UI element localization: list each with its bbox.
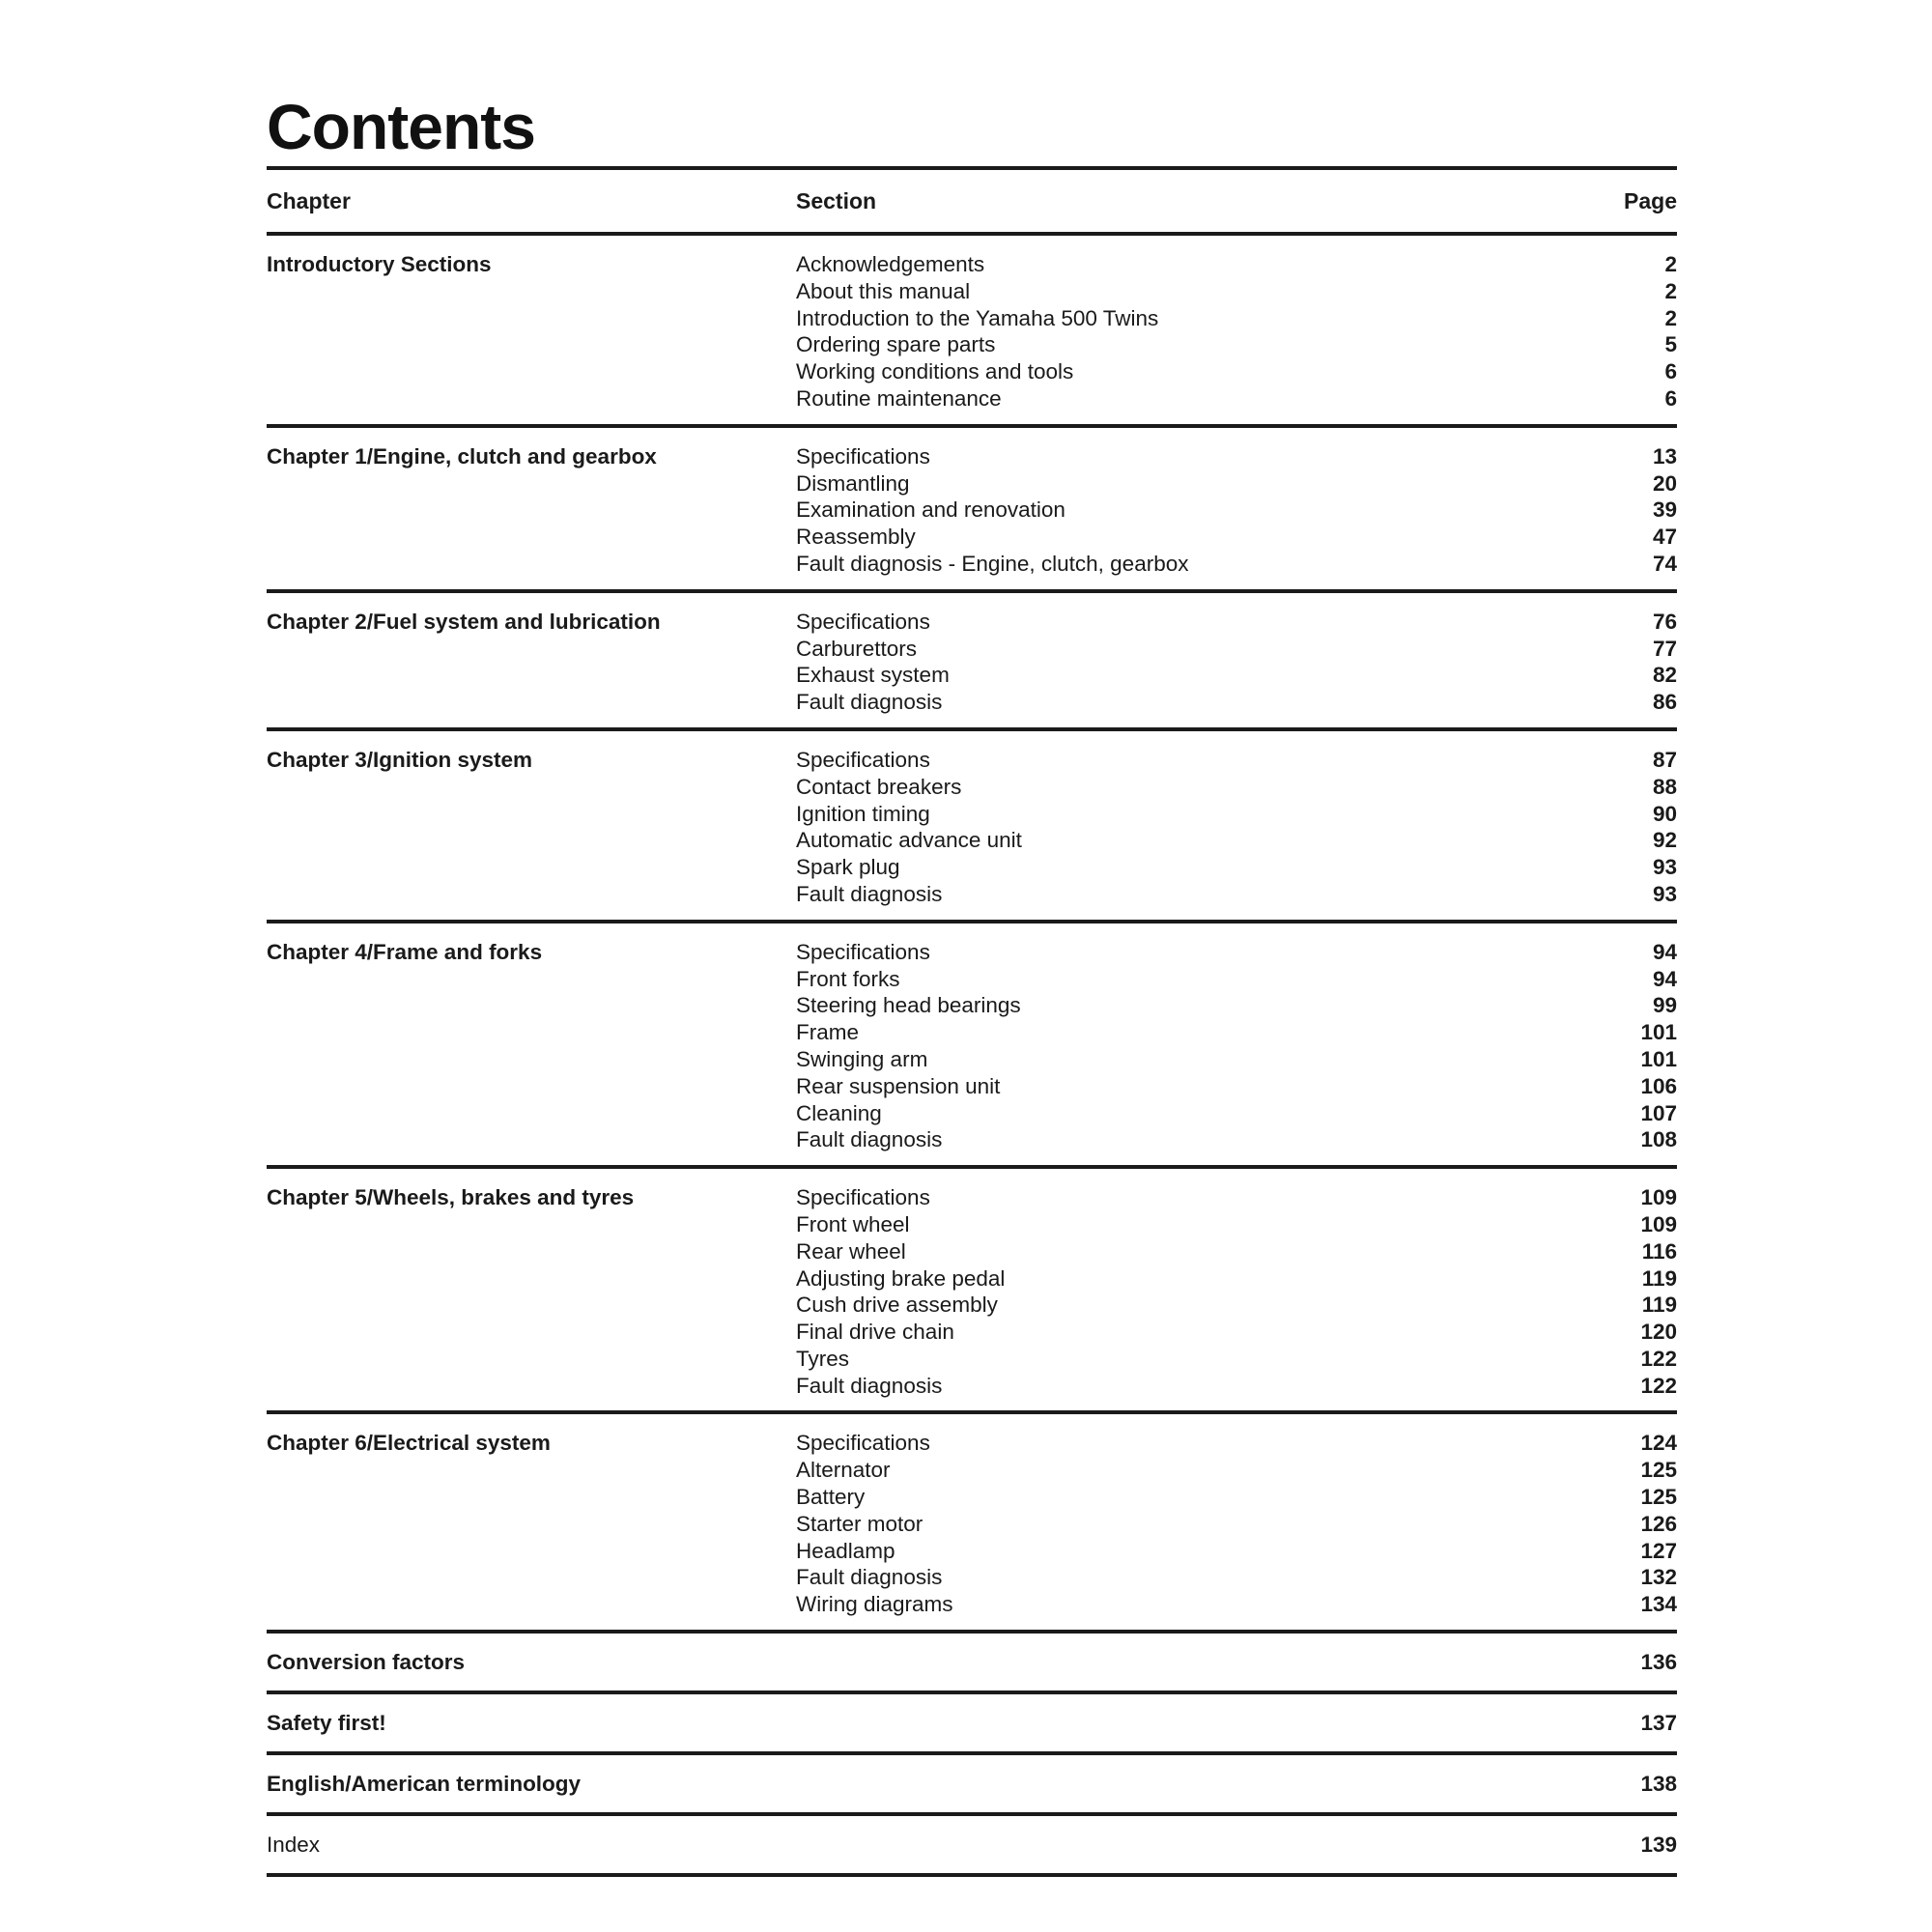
section-row[interactable] <box>796 1564 1677 1591</box>
section-page-number: 93 <box>1652 881 1677 906</box>
chapter-group <box>267 428 1677 589</box>
section-label: Frame <box>796 1020 860 1045</box>
section-label: Swinging arm <box>796 1046 928 1071</box>
section-row[interactable] <box>796 1019 1677 1046</box>
section-label: Specifications <box>796 443 930 469</box>
entry-page-number: 139 <box>1640 1832 1677 1857</box>
section-label: Introduction to the Yamaha 500 Twins <box>796 305 1159 330</box>
section-row[interactable] <box>796 854 1677 881</box>
section-page-number: 2 <box>1664 252 1677 276</box>
section-label: Spark plug <box>796 855 900 880</box>
section-label: Ordering spare parts <box>796 332 996 357</box>
section-row[interactable] <box>796 470 1677 497</box>
section-page-number: 134 <box>1640 1592 1677 1617</box>
section-page-number: 122 <box>1640 1373 1677 1398</box>
section-page-number: 132 <box>1640 1565 1677 1590</box>
chapter-group <box>267 923 1677 1165</box>
section-label: Specifications <box>796 1431 930 1456</box>
section-row[interactable] <box>796 1511 1677 1538</box>
section-row[interactable] <box>796 278 1677 305</box>
chapter-group <box>267 593 1677 727</box>
section-row[interactable] <box>796 1100 1677 1127</box>
section-row[interactable] <box>796 1319 1677 1346</box>
chapter-title[interactable]: Chapter 1/Engine, clutch and gearbox <box>267 443 657 469</box>
section-page-number: 6 <box>1664 385 1677 411</box>
section-label: Front wheel <box>796 1211 910 1236</box>
section-label: Specifications <box>796 1185 930 1210</box>
section-label: Cush drive assembly <box>796 1293 998 1318</box>
entry-page-number: 137 <box>1640 1710 1677 1735</box>
section-row[interactable] <box>796 305 1677 332</box>
chapter-groups <box>267 236 1677 1634</box>
section-label: Rear wheel <box>796 1238 906 1264</box>
section-label: Tyres <box>796 1346 850 1371</box>
section-page-number: 2 <box>1664 278 1677 303</box>
section-page-number: 126 <box>1640 1511 1677 1536</box>
section-row[interactable] <box>796 636 1677 663</box>
section-page-number: 82 <box>1652 663 1677 688</box>
section-page-number: 125 <box>1640 1485 1677 1510</box>
section-label: Final drive chain <box>796 1320 954 1345</box>
entry-title: Safety first! <box>267 1710 386 1735</box>
section-row[interactable] <box>796 1184 1677 1211</box>
section-page-number: 119 <box>1641 1293 1677 1318</box>
chapter-title[interactable]: Introductory Sections <box>267 252 492 276</box>
section-list <box>796 251 1677 412</box>
section-list <box>796 1430 1677 1618</box>
chapter-title[interactable]: Chapter 3/Ignition system <box>267 747 533 772</box>
section-row[interactable] <box>796 662 1677 689</box>
section-label: Dismantling <box>796 470 910 496</box>
section-page-number: 76 <box>1652 609 1677 634</box>
page-title: Contents <box>267 91 535 162</box>
chapter-title[interactable]: Chapter 5/Wheels, brakes and tyres <box>267 1185 635 1210</box>
section-row[interactable] <box>796 551 1677 578</box>
section-list <box>796 939 1677 1153</box>
section-row[interactable] <box>796 331 1677 358</box>
section-label: Starter motor <box>796 1511 923 1536</box>
section-page-number: 107 <box>1640 1100 1677 1125</box>
section-page-number: 106 <box>1640 1073 1677 1098</box>
entry-page-number: 136 <box>1640 1649 1677 1674</box>
section-row[interactable] <box>796 358 1677 385</box>
section-row[interactable] <box>796 966 1677 993</box>
chapter-title[interactable]: Chapter 2/Fuel system and lubrication <box>267 609 661 634</box>
section-row[interactable] <box>796 497 1677 524</box>
section-row[interactable] <box>796 385 1677 412</box>
section-row[interactable] <box>796 1211 1677 1238</box>
section-label: Fault diagnosis - Engine, clutch, gearbox <box>796 551 1189 576</box>
section-label: Contact breakers <box>796 774 962 799</box>
section-page-number: 116 <box>1641 1238 1677 1264</box>
section-row[interactable] <box>796 1073 1677 1100</box>
single-entry[interactable] <box>267 1634 1677 1690</box>
chapter-group <box>267 1169 1677 1410</box>
section-page-number: 109 <box>1640 1211 1677 1236</box>
section-label: Cleaning <box>796 1100 882 1125</box>
entry-title: Index <box>267 1832 321 1857</box>
divider <box>267 1873 1677 1877</box>
section-label: Carburettors <box>796 636 918 661</box>
section-page-number: 94 <box>1652 966 1677 991</box>
section-page-number: 94 <box>1652 939 1677 964</box>
section-page-number: 119 <box>1641 1265 1677 1291</box>
section-list <box>796 609 1677 716</box>
section-row[interactable] <box>796 1292 1677 1319</box>
section-row[interactable] <box>796 689 1677 716</box>
section-list <box>796 443 1677 578</box>
section-row[interactable] <box>796 1265 1677 1293</box>
section-page-number: 93 <box>1652 855 1677 880</box>
single-entries <box>267 1634 1677 1877</box>
section-row[interactable] <box>796 801 1677 828</box>
section-label: Battery <box>796 1485 866 1510</box>
section-page-number: 88 <box>1652 774 1677 799</box>
section-label: Headlamp <box>796 1538 895 1563</box>
section-row[interactable] <box>796 1484 1677 1511</box>
section-row[interactable] <box>796 1538 1677 1565</box>
section-label: Routine maintenance <box>796 385 1002 411</box>
section-label: Ignition timing <box>796 801 930 826</box>
section-row[interactable] <box>796 992 1677 1019</box>
chapter-group <box>267 731 1677 920</box>
section-page-number: 120 <box>1640 1320 1677 1345</box>
section-list <box>796 747 1677 908</box>
section-label: Steering head bearings <box>796 993 1021 1018</box>
section-page-number: 2 <box>1664 305 1677 330</box>
section-label: Fault diagnosis <box>796 1565 943 1590</box>
section-page-number: 125 <box>1640 1458 1677 1483</box>
section-label: Alternator <box>796 1458 891 1483</box>
section-label: Fault diagnosis <box>796 690 943 715</box>
section-label: Front forks <box>796 966 900 991</box>
section-row[interactable] <box>796 1046 1677 1073</box>
section-row[interactable] <box>796 881 1677 908</box>
section-row[interactable] <box>796 747 1677 774</box>
section-row[interactable] <box>796 774 1677 801</box>
header-section: Section <box>796 187 877 213</box>
entry-title: Conversion factors <box>267 1649 466 1674</box>
section-row[interactable] <box>796 1591 1677 1618</box>
section-page-number: 101 <box>1640 1020 1677 1045</box>
section-row[interactable] <box>796 939 1677 966</box>
section-label: Automatic advance unit <box>796 828 1022 853</box>
section-label: Rear suspension unit <box>796 1073 1001 1098</box>
section-page-number: 109 <box>1640 1185 1677 1210</box>
section-row[interactable] <box>796 609 1677 636</box>
contents-page <box>267 87 1677 1877</box>
section-page-number: 39 <box>1652 497 1677 523</box>
section-page-number: 108 <box>1640 1127 1677 1152</box>
section-label: About this manual <box>796 278 971 303</box>
entry-page-number: 138 <box>1640 1771 1677 1796</box>
section-label: Fault diagnosis <box>796 881 943 906</box>
section-label: Adjusting brake pedal <box>796 1265 1006 1291</box>
header-chapter: Chapter <box>267 187 351 213</box>
section-page-number: 90 <box>1652 801 1677 826</box>
section-page-number: 47 <box>1652 525 1677 550</box>
section-page-number: 92 <box>1652 828 1677 853</box>
section-label: Examination and renovation <box>796 497 1065 523</box>
section-label: Specifications <box>796 609 930 634</box>
section-label: Specifications <box>796 747 930 772</box>
section-page-number: 13 <box>1652 443 1677 469</box>
section-label: Reassembly <box>796 525 916 550</box>
section-page-number: 74 <box>1652 551 1677 576</box>
section-page-number: 124 <box>1640 1431 1677 1456</box>
chapter-group <box>267 236 1677 424</box>
section-label: Fault diagnosis <box>796 1373 943 1398</box>
chapter-title[interactable]: Chapter 4/Frame and forks <box>267 939 543 964</box>
section-row[interactable] <box>796 1346 1677 1373</box>
section-page-number: 20 <box>1652 470 1677 496</box>
section-page-number: 77 <box>1652 636 1677 661</box>
single-entry[interactable] <box>267 1694 1677 1751</box>
entry-title: English/American terminology <box>267 1771 582 1796</box>
section-page-number: 87 <box>1652 747 1677 772</box>
section-label: Working conditions and tools <box>796 359 1074 384</box>
section-label: Exhaust system <box>796 663 950 688</box>
section-page-number: 5 <box>1664 332 1677 357</box>
section-page-number: 86 <box>1652 690 1677 715</box>
section-row[interactable] <box>796 1373 1677 1400</box>
section-label: Wiring diagrams <box>796 1592 953 1617</box>
section-row[interactable] <box>796 1430 1677 1457</box>
section-label: Acknowledgements <box>796 252 985 276</box>
section-row[interactable] <box>796 524 1677 551</box>
single-entry[interactable] <box>267 1816 1677 1873</box>
header-page: Page <box>1624 187 1677 213</box>
section-row[interactable] <box>796 443 1677 470</box>
section-row[interactable] <box>796 251 1677 278</box>
section-page-number: 122 <box>1640 1346 1677 1371</box>
section-label: Specifications <box>796 939 930 964</box>
section-label: Fault diagnosis <box>796 1127 943 1152</box>
chapter-title[interactable]: Chapter 6/Electrical system <box>267 1431 551 1456</box>
section-row[interactable] <box>796 827 1677 854</box>
single-entry[interactable] <box>267 1755 1677 1812</box>
section-row[interactable] <box>796 1457 1677 1484</box>
chapter-group <box>267 1414 1677 1630</box>
section-page-number: 6 <box>1664 359 1677 384</box>
section-page-number: 127 <box>1640 1538 1677 1563</box>
section-row[interactable] <box>796 1238 1677 1265</box>
table-header <box>267 170 1677 232</box>
section-page-number: 101 <box>1640 1046 1677 1071</box>
section-row[interactable] <box>796 1126 1677 1153</box>
section-page-number: 99 <box>1652 993 1677 1018</box>
section-list <box>796 1184 1677 1399</box>
